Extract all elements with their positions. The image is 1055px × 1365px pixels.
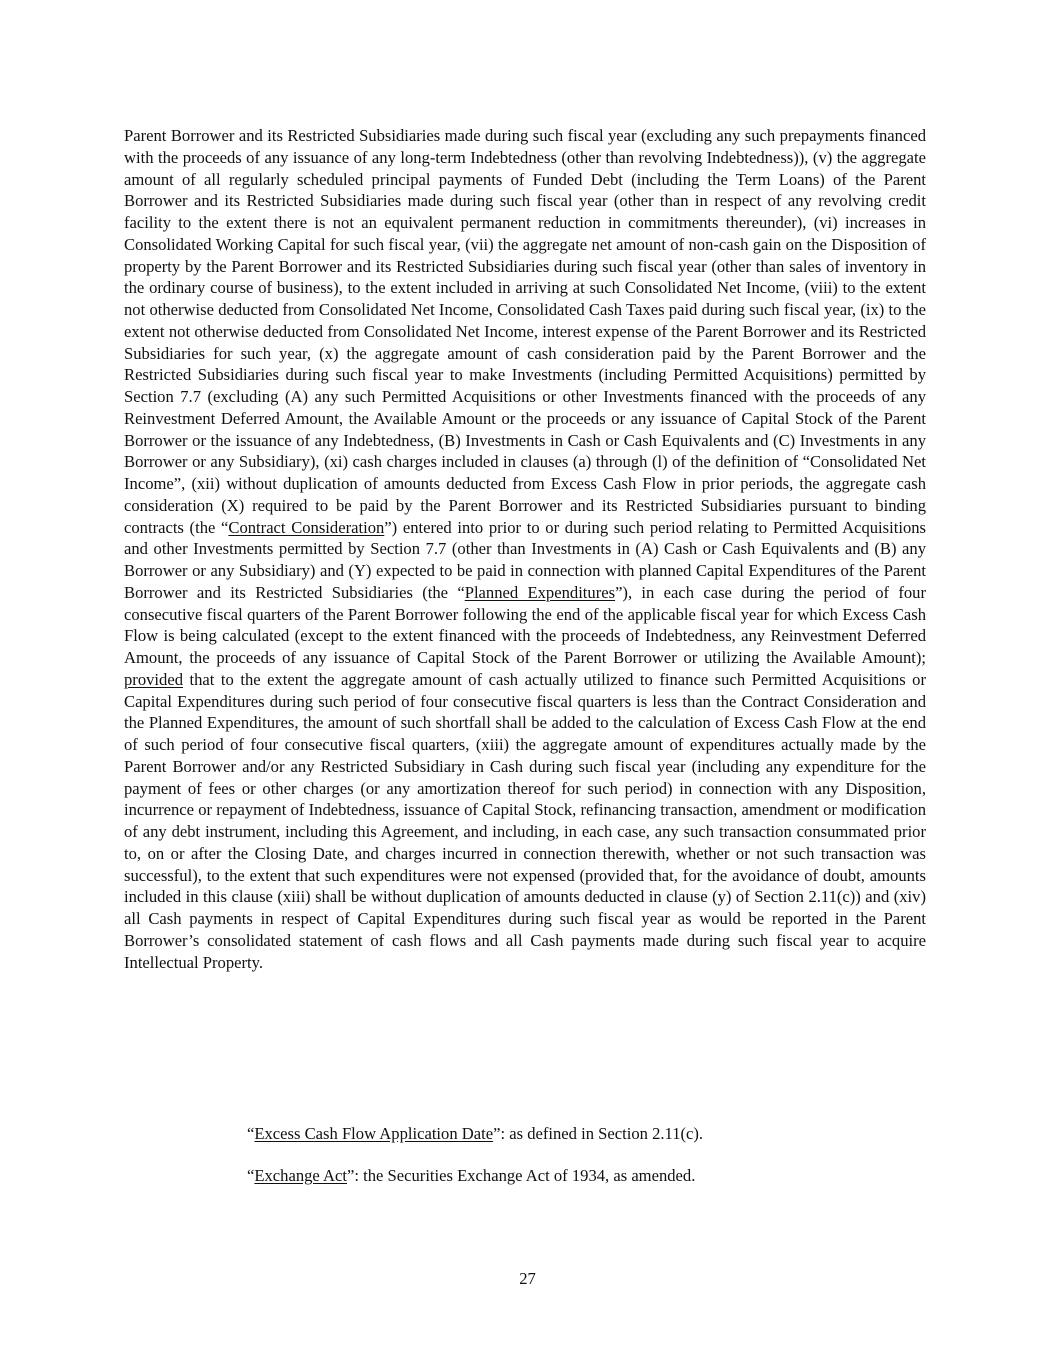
definition-exchange-act: [247, 1165, 947, 1187]
definition-open-quote: “: [247, 1124, 255, 1143]
defined-term-contract-consideration: Contract Consideration: [228, 517, 385, 537]
definition-text: ”: the Securities Exchange Act of 1934, as amended.: [347, 1166, 696, 1185]
paragraph-text: ”), in each case during the period of four consecutive fiscal quarters of the Parent Borrower following the end of the applicable fiscal year for which Excess Cash Flow is being calculated (except to the extent financed with the proceeds of Indebtedness, any Reinvestment Deferred Amount, the proceeds of any issuance of Capital Stock of the Parent Borrower or utilizing the Available Amount);: [124, 582, 926, 667]
defined-term-planned-expenditures: Planned Expenditures: [464, 582, 616, 602]
paragraph-text: ”) entered into prior to or during such period relating to Permitted Acquisitions and other Investments permitted by Section 7.7 (other than Investments in (A) Cash or Cash Equivalents and (B) any Borrower or any Subsidiary) and (Y) expected to be paid in connection with planned Capital Expenditures of the Parent Borrower and its Restricted Subsidiaries (the “: [124, 517, 926, 602]
paragraph-text: Parent Borrower and its Restricted Subsidiaries made during such fiscal year (excluding any such prepayments financed with the proceeds of any issuance of any long-term Indebtedness (other than revolving Indebtedness)), (v) the aggregate amount of all regularly scheduled principal payments of Funded Debt (including the Term Loans) of the Parent Borrower and its Restricted Subsidiaries made during such fiscal year (other than in respect of any revolving credit facility to the extent there is not an equivalent permanent reduction in commitments thereunder), (vi) increases in Consolidated Working Capital for such fiscal year, (vii) the aggregate net amount of non-cash gain on the Disposition of property by the Parent Borrower and its Restricted Subsidiaries during such fiscal year (other than sales of inventory in the ordinary course of business), to the extent included in arriving at such Consolidated Net Income, (viii) to the extent not otherwise deducted from Consolidated Net Income, Consolidated Cash Taxes paid during such fiscal year, (ix) to the extent not otherwise deducted from Consolidated Net Income, interest expense of the Parent Borrower and its Restricted Subsidiaries for such year, (x) the aggregate amount of cash consideration paid by the Parent Borrower and the Restricted Subsidiaries during such fiscal year to make Investments (including Permitted Acquisitions) permitted by Section 7.7 (excluding (A) any such Permitted Acquisitions or other Investments financed with the proceeds of any Reinvestment Deferred Amount, the Available Amount or the proceeds or any issuance of Capital Stock of the Parent Borrower or the issuance of any Indebtedness, (B) Investments in Cash or Cash Equivalents and (C) Investments in any Borrower or any Subsidiary), (xi) cash charges included in clauses (a) through (l) of the definition of “Consolidated Net Income”, (xii) without duplication of amounts deducted from Excess Cash Flow in prior periods, the aggregate cash consideration (X) required to be paid by the Parent Borrower and its Restricted Subsidiaries pursuant to binding contracts (the “: [124, 126, 926, 537]
page-number: 27: [519, 1269, 536, 1288]
defined-term-provided: provided: [124, 669, 183, 689]
definition-excess-cash-flow-application-date: [247, 1123, 947, 1145]
definition-text: ”: as defined in Section 2.11(c).: [493, 1124, 704, 1143]
paragraph-text: that to the extent the aggregate amount of cash actually utilized to finance such Permitted Acquisitions or Capital Expenditures during such period of four consecutive fiscal quarters is less than the Contract Consideration and the Planned Expenditures, the amount of such shortfall shall be added to the calculation of Excess Cash Flow at the end of such period of four consecutive fiscal quarters, (xiii) the aggregate amount of expenditures actually made by the Parent Borrower and/or any Restricted Subsidiary in Cash during such fiscal year (including any expenditure for the payment of fees or other charges (or any amortization thereof for such period) in connection with any Disposition, incurrence or repayment of Indebtedness, issuance of Capital Stock, refinancing transaction, amendment or modification of any debt instrument, including this Agreement, and including, in each case, any such transaction consummated prior to, on or after the Closing Date, and charges incurred in connection therewith, whether or not such transaction was successful), to the extent that such expenditures were not expensed (provided that, for the avoidance of doubt, amounts included in this clause (xiii) shall be without duplication of amounts deducted in clause (y) of Section 2.11(c)) and (xiv) all Cash payments in respect of Capital Expenditures during such fiscal year as would be reported in the Parent Borrower’s consolidated statement of cash flows and all Cash payments made during such fiscal year to acquire Intellectual Property.: [124, 669, 926, 972]
definition-open-quote: “: [247, 1166, 255, 1185]
definition-term: Excess Cash Flow Application Date: [254, 1124, 494, 1143]
body-paragraph: [124, 125, 926, 973]
definition-term: Exchange Act: [254, 1166, 347, 1185]
